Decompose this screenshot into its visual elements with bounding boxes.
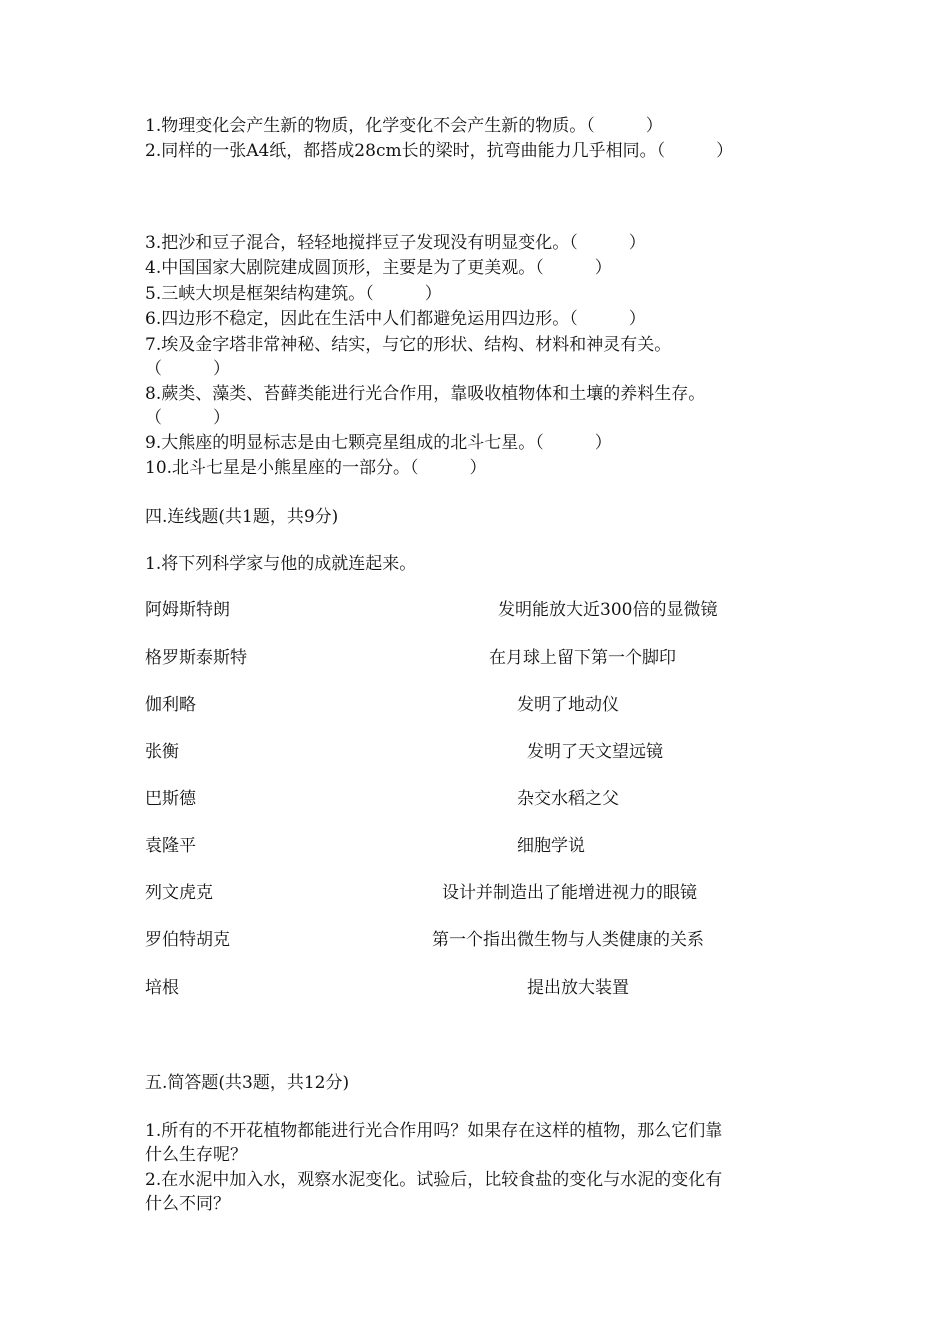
- scientist-name: 罗伯特胡克: [145, 930, 230, 950]
- section5-title: 五.简答题(共3题，共12分): [145, 1073, 350, 1093]
- judge-question-7-blank: （ ）: [145, 359, 230, 379]
- judge-question-8-blank: （ ）: [145, 408, 230, 428]
- judge-question-7: 7.埃及金字塔非常神秘、结实，与它的形状、结构、材料和神灵有关。: [145, 335, 672, 355]
- achievement: 发明能放大近300倍的显微镜: [498, 600, 718, 620]
- scientist-name: 列文虎克: [145, 883, 213, 903]
- scientist-name: 巴斯德: [145, 789, 196, 809]
- judge-question-9: 9.大熊座的明显标志是由七颗亮星组成的北斗七星。（ ）: [145, 433, 612, 453]
- scientist-name: 格罗斯泰斯特: [145, 648, 247, 668]
- scientist-name: 张衡: [145, 742, 179, 762]
- achievement: 杂交水稻之父: [517, 789, 619, 809]
- short-answer-question-2-cont: 什么不同？: [145, 1194, 230, 1214]
- scientist-name: 培根: [145, 978, 179, 998]
- judge-question-8: 8.蕨类、藻类、苔藓类能进行光合作用，靠吸收植物体和土壤的养料生存。: [145, 384, 706, 404]
- judge-question-1: 1.物理变化会产生新的物质，化学变化不会产生新的物质。（ ）: [145, 116, 663, 136]
- achievement: 细胞学说: [517, 836, 585, 856]
- achievement: 提出放大装置: [527, 978, 629, 998]
- judge-question-3: 3.把沙和豆子混合，轻轻地搅拌豆子发现没有明显变化。（ ）: [145, 233, 646, 253]
- judge-question-2: 2.同样的一张A4纸，都搭成28cm长的梁时，抗弯曲能力几乎相同。（ ）: [145, 141, 734, 161]
- judge-question-10: 10.北斗七星是小熊星座的一部分。（ ）: [145, 458, 487, 478]
- section4-title: 四.连线题(共1题，共9分): [145, 507, 339, 527]
- judge-question-5: 5.三峡大坝是框架结构建筑。（ ）: [145, 284, 442, 304]
- judge-question-4: 4.中国国家大剧院建成圆顶形，主要是为了更美观。（ ）: [145, 258, 612, 278]
- achievement: 设计并制造出了能增进视力的眼镜: [442, 883, 697, 903]
- scientist-name: 伽利略: [145, 695, 196, 715]
- achievement: 发明了地动仪: [517, 695, 619, 715]
- short-answer-question-2: 2.在水泥中加入水，观察水泥变化。试验后，比较食盐的变化与水泥的变化有: [145, 1170, 723, 1190]
- achievement: 第一个指出微生物与人类健康的关系: [432, 930, 704, 950]
- achievement: 发明了天文望远镜: [527, 742, 663, 762]
- short-answer-question-1: 1.所有的不开花植物都能进行光合作用吗？如果存在这样的植物，那么它们靠: [145, 1121, 723, 1141]
- scientist-name: 阿姆斯特朗: [145, 600, 230, 620]
- section4-question: 1.将下列科学家与他的成就连起来。: [145, 554, 417, 574]
- short-answer-question-1-cont: 什么生存呢？: [145, 1145, 247, 1165]
- achievement: 在月球上留下第一个脚印: [489, 648, 676, 668]
- judge-question-6: 6.四边形不稳定，因此在生活中人们都避免运用四边形。（ ）: [145, 309, 646, 329]
- scientist-name: 袁隆平: [145, 836, 196, 856]
